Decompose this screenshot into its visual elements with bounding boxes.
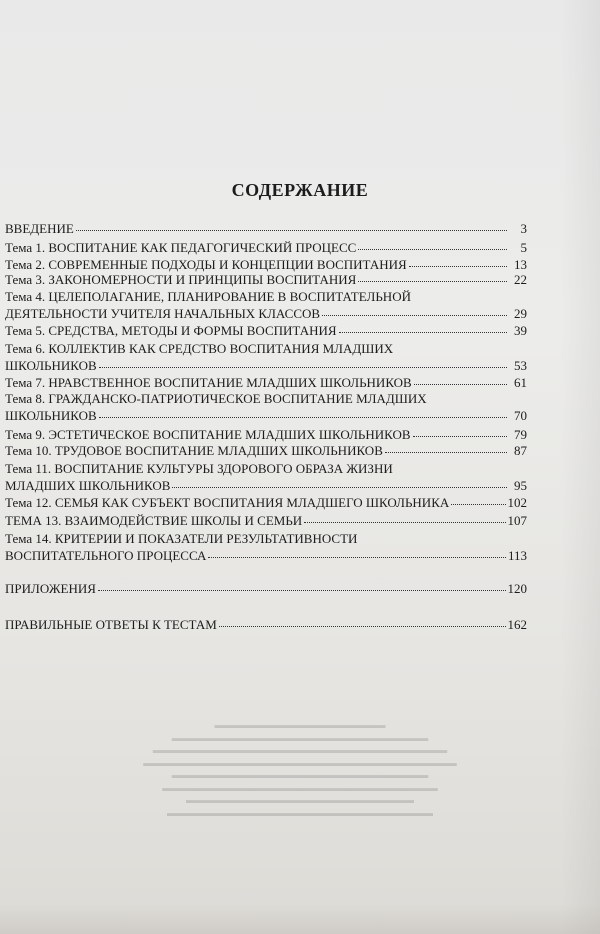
toc-entry-line (5, 547, 527, 565)
toc-entry (5, 460, 527, 495)
toc-entry-line (5, 616, 527, 634)
toc-title: СОДЕРЖАНИЕ (231, 180, 369, 200)
toc-entry-title: Тема 3. ЗАКОНОМЕРНОСТИ И ПРИНЦИПЫ ВОСПИТАНИЯ (5, 272, 357, 287)
toc-entry-title: Тема 2. СОВРЕМЕННЫЕ ПОДХОДЫ И КОНЦЕПЦИИ ВОСПИТАНИЯ (5, 257, 407, 272)
toc-page-number: 13 (514, 257, 527, 272)
toc-entry-title: ПРИЛОЖЕНИЯ (5, 581, 96, 596)
toc-entry (5, 512, 527, 530)
toc-entry-title: Тема 5. СРЕДСТВА, МЕТОДЫ И ФОРМЫ ВОСПИТАНИЯ (5, 323, 337, 338)
toc-page-number: 95 (514, 478, 527, 493)
toc-entry-line (5, 271, 527, 289)
toc-entry-title: Тема 8. ГРАЖДАНСКО-ПАТРИОТИЧЕСКОЕ ВОСПИТАНИЕ МЛАДШИХ (5, 391, 427, 406)
toc-entry-title: ШКОЛЬНИКОВ (5, 358, 97, 373)
toc-entry-title: МЛАДШИХ ШКОЛЬНИКОВ (5, 478, 171, 493)
toc-page-number: 61 (514, 375, 527, 390)
toc-entry-title: Тема 9. ЭСТЕТИЧЕСКОЕ ВОСПИТАНИЕ МЛАДШИХ ШКОЛЬНИКОВ (5, 427, 411, 442)
toc-entry-title: ВВЕДЕНИЕ (5, 221, 74, 236)
dot-leader (322, 303, 507, 316)
toc-entry-title: Тема 14. КРИТЕРИИ И ПОКАЗАТЕЛИ РЕЗУЛЬТАТИВНОСТИ (5, 531, 358, 546)
toc-entry-line (5, 477, 527, 495)
dot-leader (99, 405, 507, 418)
toc-page-number: 107 (507, 513, 527, 528)
dot-leader (208, 545, 506, 558)
toc-entry (5, 322, 527, 340)
toc-entry-title: Тема 6. КОЛЛЕКТИВ КАК СРЕДСТВО ВОСПИТАНИЯ МЛАДШИХ (5, 341, 394, 356)
dot-leader (98, 578, 506, 591)
toc-entry-title: ВОСПИТАТЕЛЬНОГО ПРОЦЕССА (5, 548, 207, 563)
toc-entry-title: Тема 4. ЦЕЛЕПОЛАГАНИЕ, ПЛАНИРОВАНИЕ В ВОСПИТАТЕЛЬНОЙ (5, 289, 411, 304)
toc-entry-title: ДЕЯТЕЛЬНОСТИ УЧИТЕЛЯ НАЧАЛЬНЫХ КЛАССОВ (5, 306, 321, 321)
toc-page-number: 5 (520, 240, 527, 255)
toc-page-number: 87 (514, 443, 527, 458)
toc-entry (5, 442, 527, 460)
toc-entry (5, 390, 527, 425)
toc-entry (5, 580, 527, 598)
toc-page-number: 39 (514, 323, 527, 338)
toc-entry (5, 340, 527, 375)
dot-leader (451, 492, 505, 505)
toc-entry-line (5, 580, 527, 598)
toc-entry (5, 271, 527, 289)
dot-leader (358, 269, 507, 282)
toc-entry-line (5, 442, 527, 460)
page-bottom-shade (0, 904, 600, 934)
dot-leader (385, 440, 507, 453)
toc-entry-line (5, 322, 527, 340)
toc-entry (5, 616, 527, 634)
dot-leader (339, 320, 507, 333)
dot-leader (304, 510, 505, 523)
toc-entry-title: Тема 7. НРАВСТВЕННОЕ ВОСПИТАНИЕ МЛАДШИХ ШКОЛЬНИКОВ (5, 375, 412, 390)
toc-entry-title: ПРАВИЛЬНЫЕ ОТВЕТЫ К ТЕСТАМ (5, 617, 217, 632)
toc-page-number: 102 (507, 495, 527, 510)
dot-leader (414, 372, 507, 385)
toc-page-number: 120 (507, 581, 527, 596)
dot-leader (409, 254, 507, 267)
dot-leader (172, 475, 507, 488)
dot-leader (358, 237, 507, 250)
toc-page-number: 70 (514, 408, 527, 423)
toc-entry-line (5, 220, 527, 238)
toc-page-number: 162 (507, 617, 527, 632)
toc-entry-title: Тема 1. ВОСПИТАНИЕ КАК ПЕДАГОГИЧЕСКИЙ ПРОЦЕСС (5, 240, 357, 255)
toc-entry-title: Тема 11. ВОСПИТАНИЕ КУЛЬТУРЫ ЗДОРОВОГО ОБРАЗА ЖИЗНИ (5, 461, 393, 476)
toc-entry-line (5, 512, 527, 530)
toc-entry (5, 220, 527, 238)
toc-entry-line (5, 407, 527, 425)
toc-page-number: 79 (514, 427, 527, 442)
toc-entry (5, 530, 527, 565)
dot-leader (219, 614, 506, 627)
toc-entry-title: ШКОЛЬНИКОВ (5, 408, 97, 423)
toc-page-number: 29 (514, 306, 527, 321)
dot-leader (76, 218, 507, 231)
toc-page-number: 113 (507, 548, 527, 563)
toc-entry-title: Тема 10. ТРУДОВОЕ ВОСПИТАНИЕ МЛАДШИХ ШКОЛЬНИКОВ (5, 443, 383, 458)
dot-leader (413, 424, 507, 437)
toc-page-number: 53 (514, 358, 527, 373)
toc-entry-title: Тема 12. СЕМЬЯ КАК СУБЪЕКТ ВОСПИТАНИЯ МЛАДШЕГО ШКОЛЬНИКА (5, 495, 450, 510)
dot-leader (99, 355, 507, 368)
bleed-through-imprint: ▬▬▬▬▬▬▬▬▬▬▬▬▬▬▬▬▬▬ ▬▬▬▬▬▬▬▬▬▬▬▬▬▬▬▬▬▬▬▬▬▬▬▬▬▬▬ ▬▬▬▬▬▬▬▬▬▬▬▬▬▬▬▬▬▬▬▬▬▬▬▬▬▬▬▬▬▬▬ ▬▬▬▬▬▬▬▬▬▬▬▬▬▬▬▬▬▬▬▬▬▬▬▬▬▬▬▬▬▬▬▬▬ ▬▬▬▬▬▬▬▬▬▬▬▬▬▬▬▬▬▬▬▬▬▬▬▬▬▬▬ ▬▬▬▬▬▬▬▬▬▬▬▬▬▬▬▬▬▬▬▬▬▬▬▬▬▬▬▬▬ ▬▬▬▬▬▬▬▬▬▬▬▬▬▬▬▬▬▬▬▬▬▬▬▬ ▬▬▬▬▬▬▬▬▬▬▬▬▬▬▬▬▬▬▬▬▬▬▬▬▬▬▬▬ (143, 721, 457, 819)
toc-page-number: 22 (514, 272, 527, 287)
toc-entry-title: ТЕМА 13. ВЗАИМОДЕЙСТВИЕ ШКОЛЫ И СЕМЬИ (5, 513, 303, 528)
toc-page-number: 3 (520, 221, 527, 236)
toc-entry (5, 288, 527, 323)
